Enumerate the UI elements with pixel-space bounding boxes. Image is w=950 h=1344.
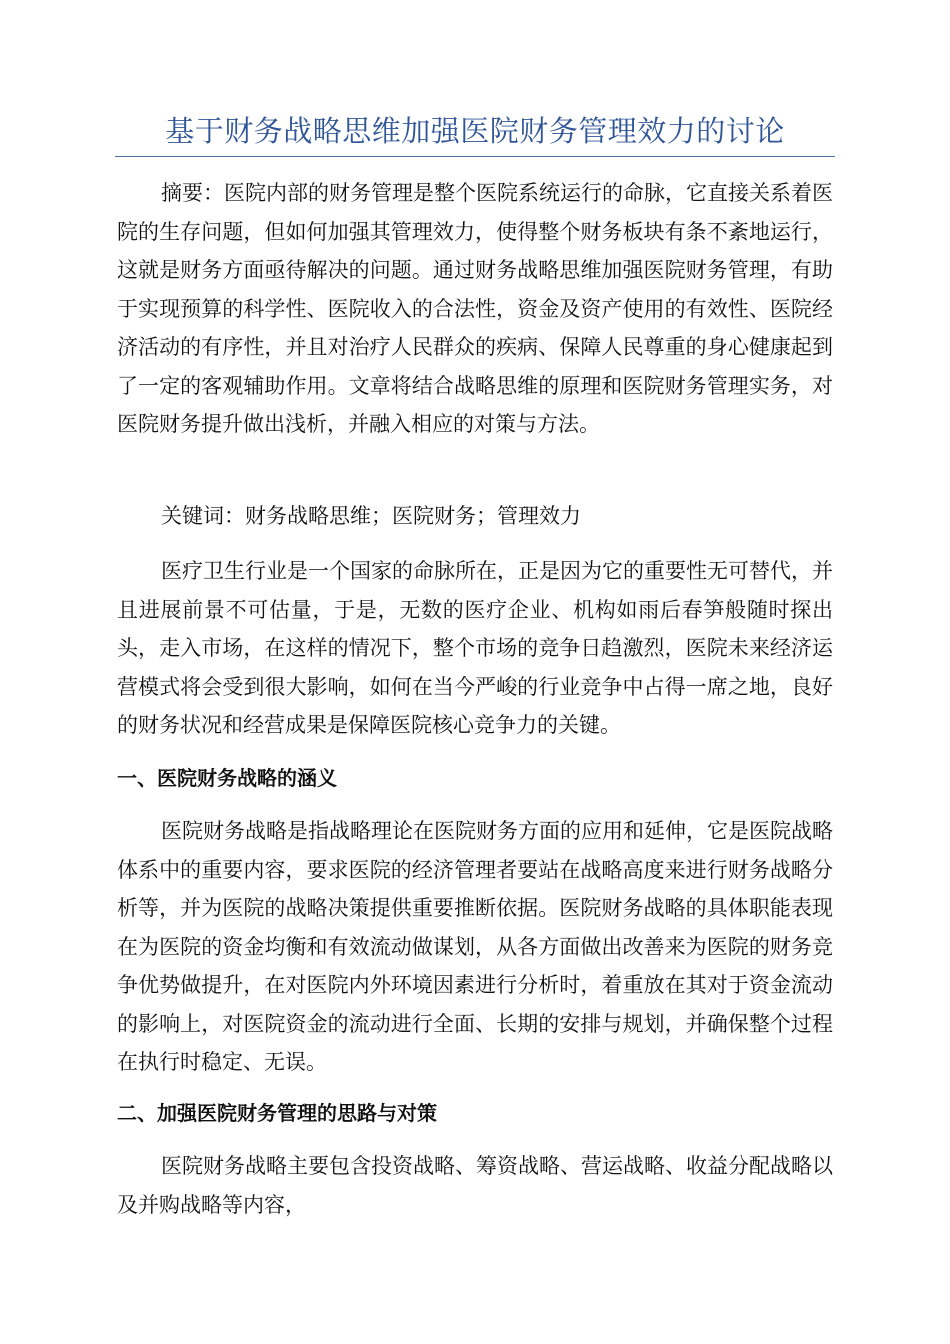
section-1-heading: 一、医院财务战略的涵义 (117, 766, 337, 790)
abstract-paragraph: 摘要：医院内部的财务管理是整个医院系统运行的命脉，它直接关系着医院的生存问题，但如何加强其管理效力，使得整个财务板块有条不紊地运行，这就是财务方面亟待解决的问题。通过财务战略思维加强医院财务管理，有助于实现预算的科学性、医院收入的合法性，资金及资产使用的有效性、医院经济活动的有序性，并且对治疗人民群众的疾病、保障人民尊重的身心健康起到了一定的客观辅助作用。文章将结合战略思维的原理和医院财务管理实务，对医院财务提升做出浅析，并融入相应的对策与方法。 (117, 181, 833, 436)
title-block (115, 112, 835, 157)
section-2-paragraph: 医院财务战略主要包含投资战略、筹资战略、营运战略、收益分配战略以及并购战略等内容， (117, 1154, 833, 1217)
section-2-heading: 二、加强医院财务管理的思路与对策 (117, 1101, 437, 1125)
document-title: 基于财务战略思维加强医院财务管理效力的讨论 (165, 114, 785, 148)
keywords-paragraph: 关键词：财务战略思维；医院财务；管理效力 (161, 504, 581, 528)
intro-paragraph: 医疗卫生行业是一个国家的命脉所在，正是因为它的重要性无可替代，并且进展前景不可估量，于是，无数的医疗企业、机构如雨后春笋般随时探出头，走入市场，在这样的情况下，整个市场的竞争日趋激烈，医院未来经济运营模式将会受到很大影响，如何在当今严峻的行业竞争中占得一席之地，良好的财务状况和经营成果是保障医院核心竞争力的关键。 (117, 559, 833, 737)
section-1-paragraph: 医院财务战略是指战略理论在医院财务方面的应用和延伸，它是医院战略体系中的重要内容，要求医院的经济管理者要站在战略高度来进行财务战略分析等，并为医院的战略决策提供重要推断依据。医院财务战略的具体职能表现在为医院的资金均衡和有效流动做谋划，从各方面做出改善来为医院的财务竞争优势做提升，在对医院内外环境因素进行分析时，着重放在其对于资金流动的影响上，对医院资金的流动进行全面、长期的安排与规划，并确保整个过程在执行时稳定、无误。 (117, 819, 833, 1074)
